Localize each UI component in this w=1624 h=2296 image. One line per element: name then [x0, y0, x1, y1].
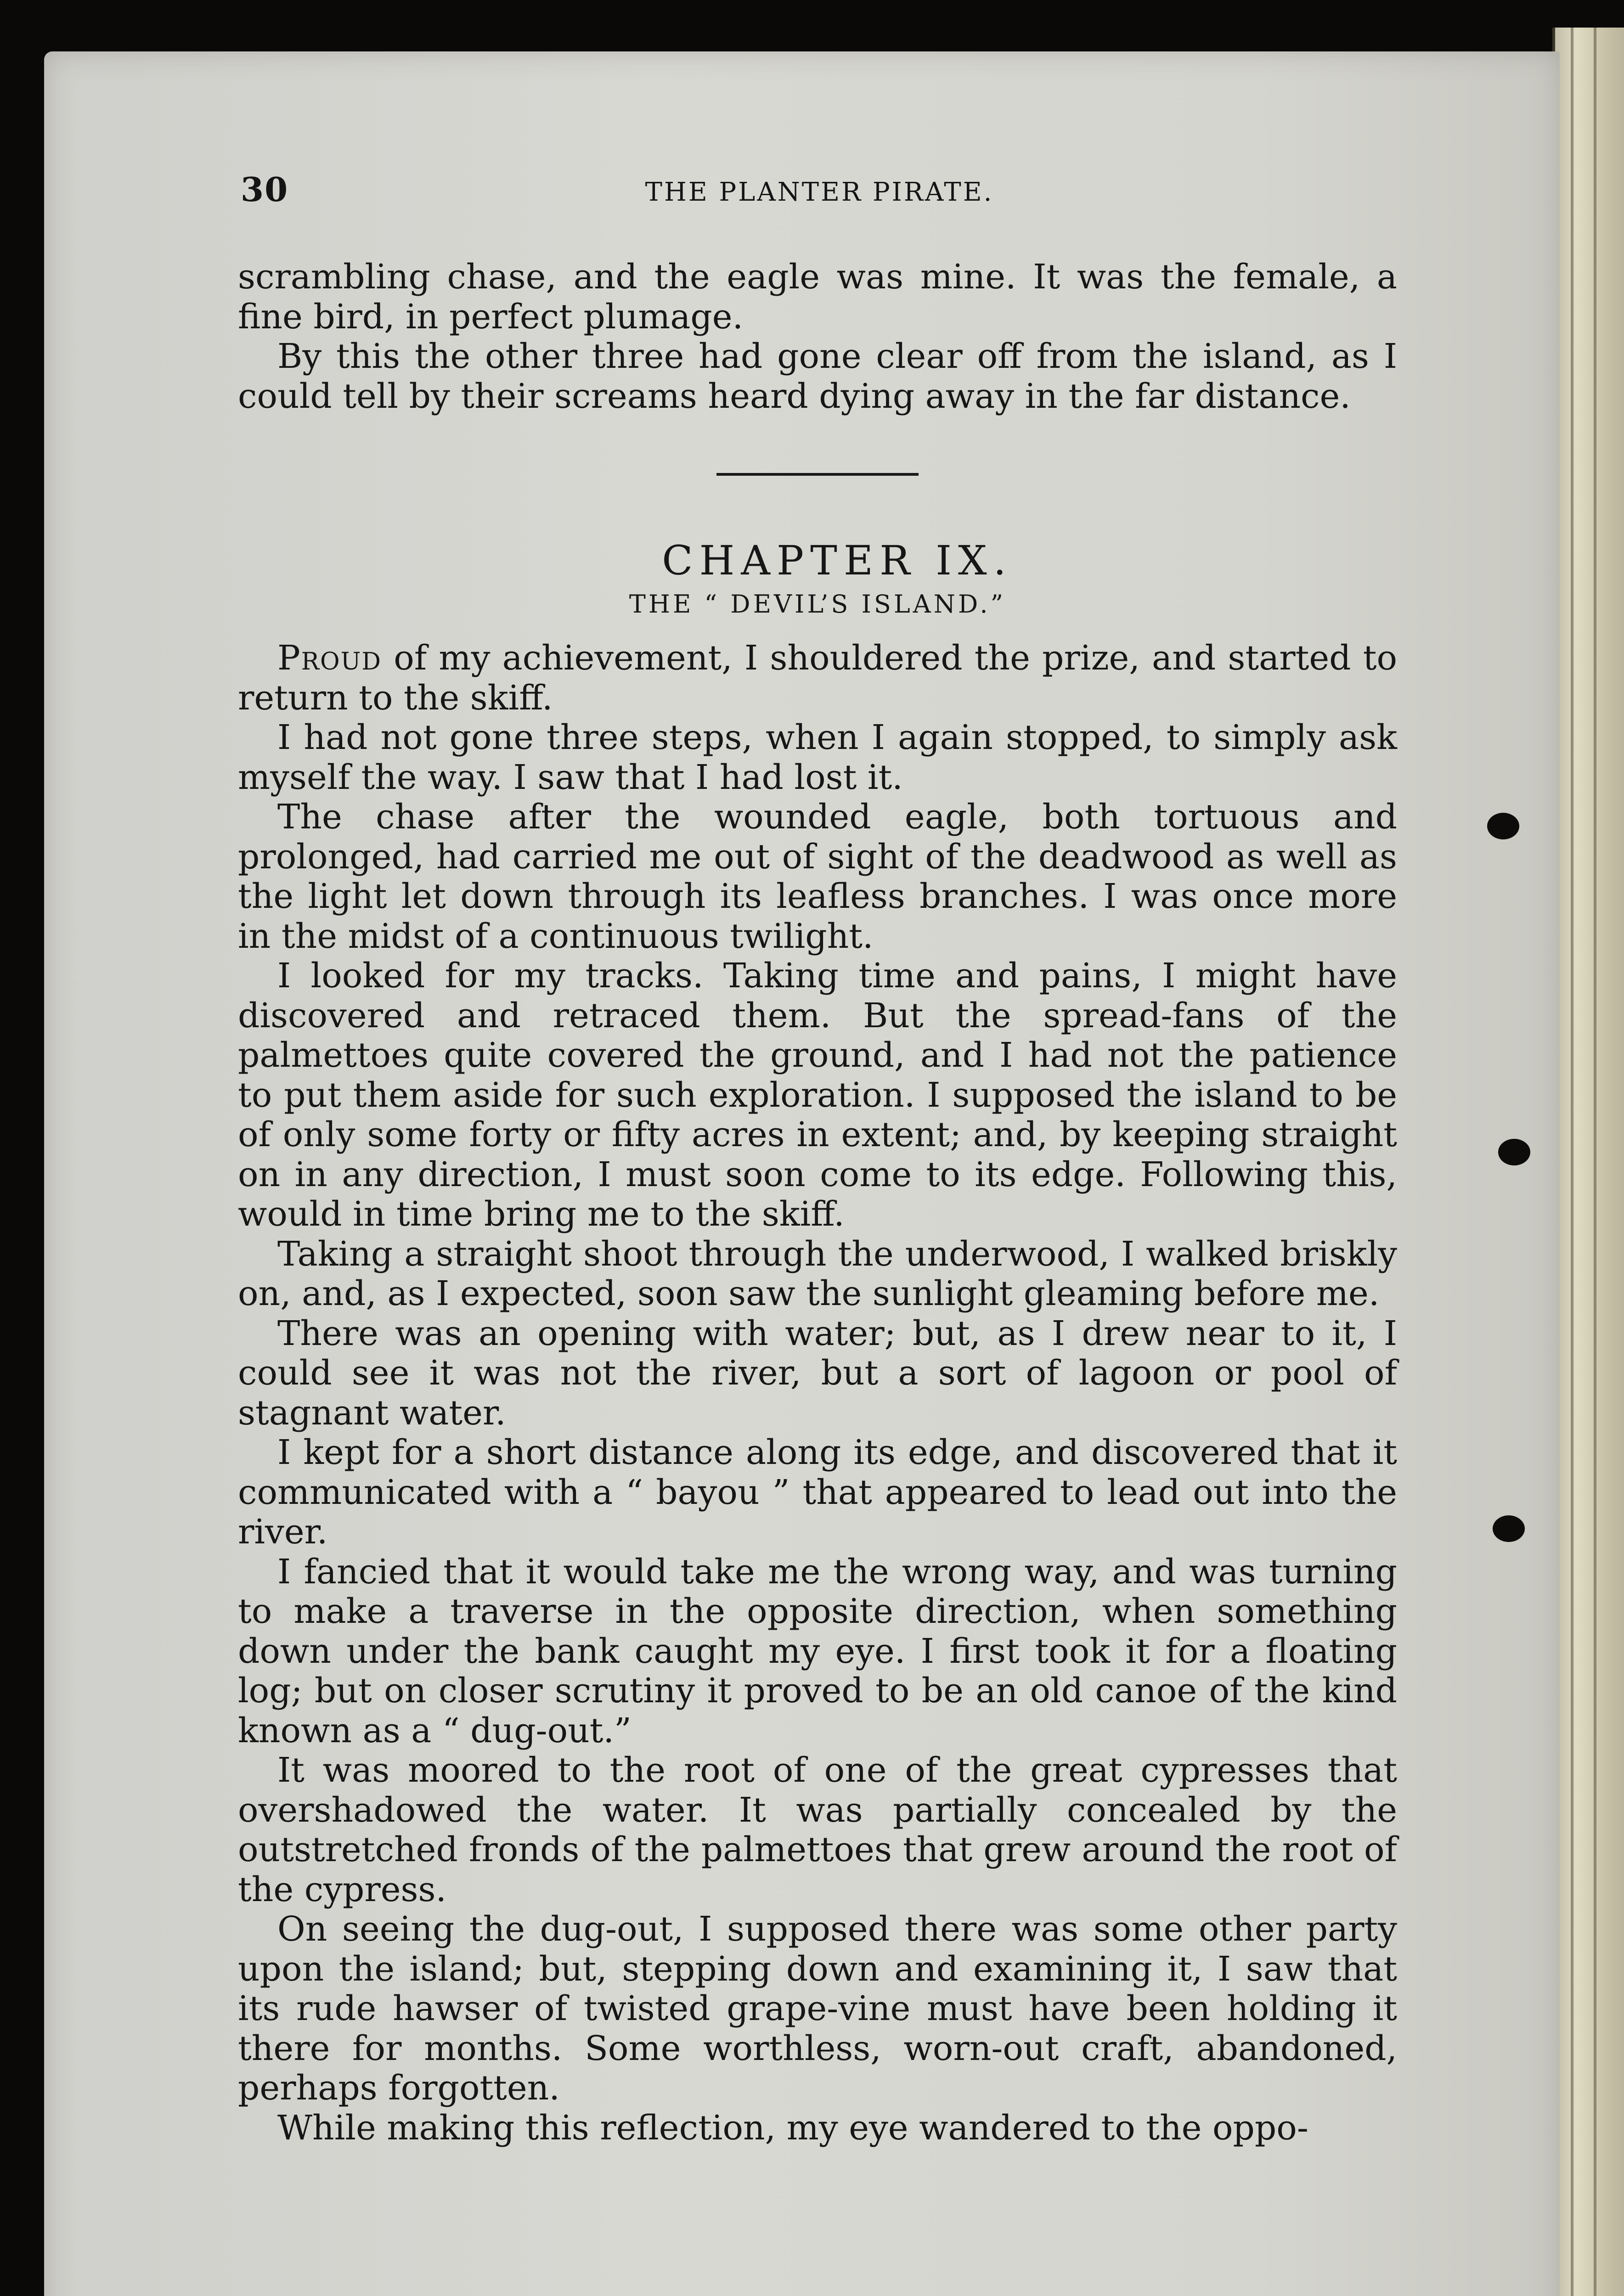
binding-hole	[1498, 1139, 1530, 1165]
paragraph: By this the other three had gone clear off from the island, as I could tell by their screams heard dying away in the far distance.	[238, 337, 1397, 416]
paragraph: While making this reflection, my eye wandered to the oppo-	[277, 2108, 1308, 2148]
page-number: 30	[241, 170, 289, 209]
page-edge-line	[1571, 28, 1573, 2296]
running-header	[241, 170, 1398, 216]
paragraph: On seeing the dug-out, I supposed there was some other party upon the island; but, stepping down and examining it, I saw that its rude hawser of twisted grape-vine must have been holding it there for months. Some worthless, worn-out craft, abandoned, perhaps forgotten.	[238, 1909, 1397, 2108]
paragraph-text: of my achievement, I shouldered the prize, and started to return to the skiff.	[238, 638, 1397, 718]
paragraph: Taking a straight shoot through the underwood, I walked briskly on, and, as I expected, soon saw the sunlight gleaming before me.	[238, 1234, 1397, 1313]
paragraph: I had not gone three steps, when I again stopped, to simply ask myself the way. I saw that I had lost it.	[238, 718, 1397, 797]
page-body	[238, 257, 1397, 2148]
page-edge-line	[1594, 28, 1596, 2296]
paragraph: I looked for my tracks. Taking time and pains, I might have discovered and retraced them. But the spread-fans of the palmettoes quite covered the ground, and I had not the patience to put them aside for such exploration. I supposed the island to be of only some forty or fifty acres in extent; and, by keeping straight on in any direction, I must soon come to its edge. Following this, would in time bring me to the skiff.	[238, 956, 1397, 1234]
paragraph: I fancied that it would take me the wrong way, and was turning to make a traverse in the opposite direction, when something down under the bank caught my eye. I first took it for a floating log; but on closer scrutiny it proved to be an old canoe of the kind known as a “ dug-out.”	[238, 1552, 1397, 1750]
paragraph: I kept for a short distance along its edge, and discovered that it communicated with a “ bayou ” that appeared to lead out into the river.	[238, 1433, 1397, 1552]
section-divider	[716, 473, 919, 476]
paragraph: The chase after the wounded eagle, both tortuous and prolonged, had carried me out of sight of the deadwood as well as the light let down through its leafless branches. I was once more in the midst of a continuous twilight.	[238, 797, 1397, 956]
paragraph: There was an opening with water; but, as I drew near to it, I could see it was not the river, but a sort of lagoon or pool of stagnant water.	[238, 1313, 1397, 1433]
binding-hole	[1487, 813, 1519, 839]
binding-hole	[1493, 1515, 1525, 1542]
paragraph: It was moored to the root of one of the great cypresses that overshadowed the water. It was partially concealed by the outstretched fronds of the palmettoes that grew around the root of the cypress.	[238, 1750, 1397, 1909]
running-title: THE PLANTER PIRATE.	[645, 177, 994, 207]
chapter-title: CHAPTER IX.	[662, 537, 1013, 584]
next-page-edge	[1552, 28, 1624, 2296]
paragraph: scrambling chase, and the eagle was mine. It was the female, a fine bird, in perfect plumage.	[238, 257, 1397, 337]
lead-word: Proud	[277, 638, 382, 678]
chapter-subtitle: THE “ DEVIL’S ISLAND.”	[629, 590, 1006, 619]
paragraph	[238, 638, 1397, 718]
